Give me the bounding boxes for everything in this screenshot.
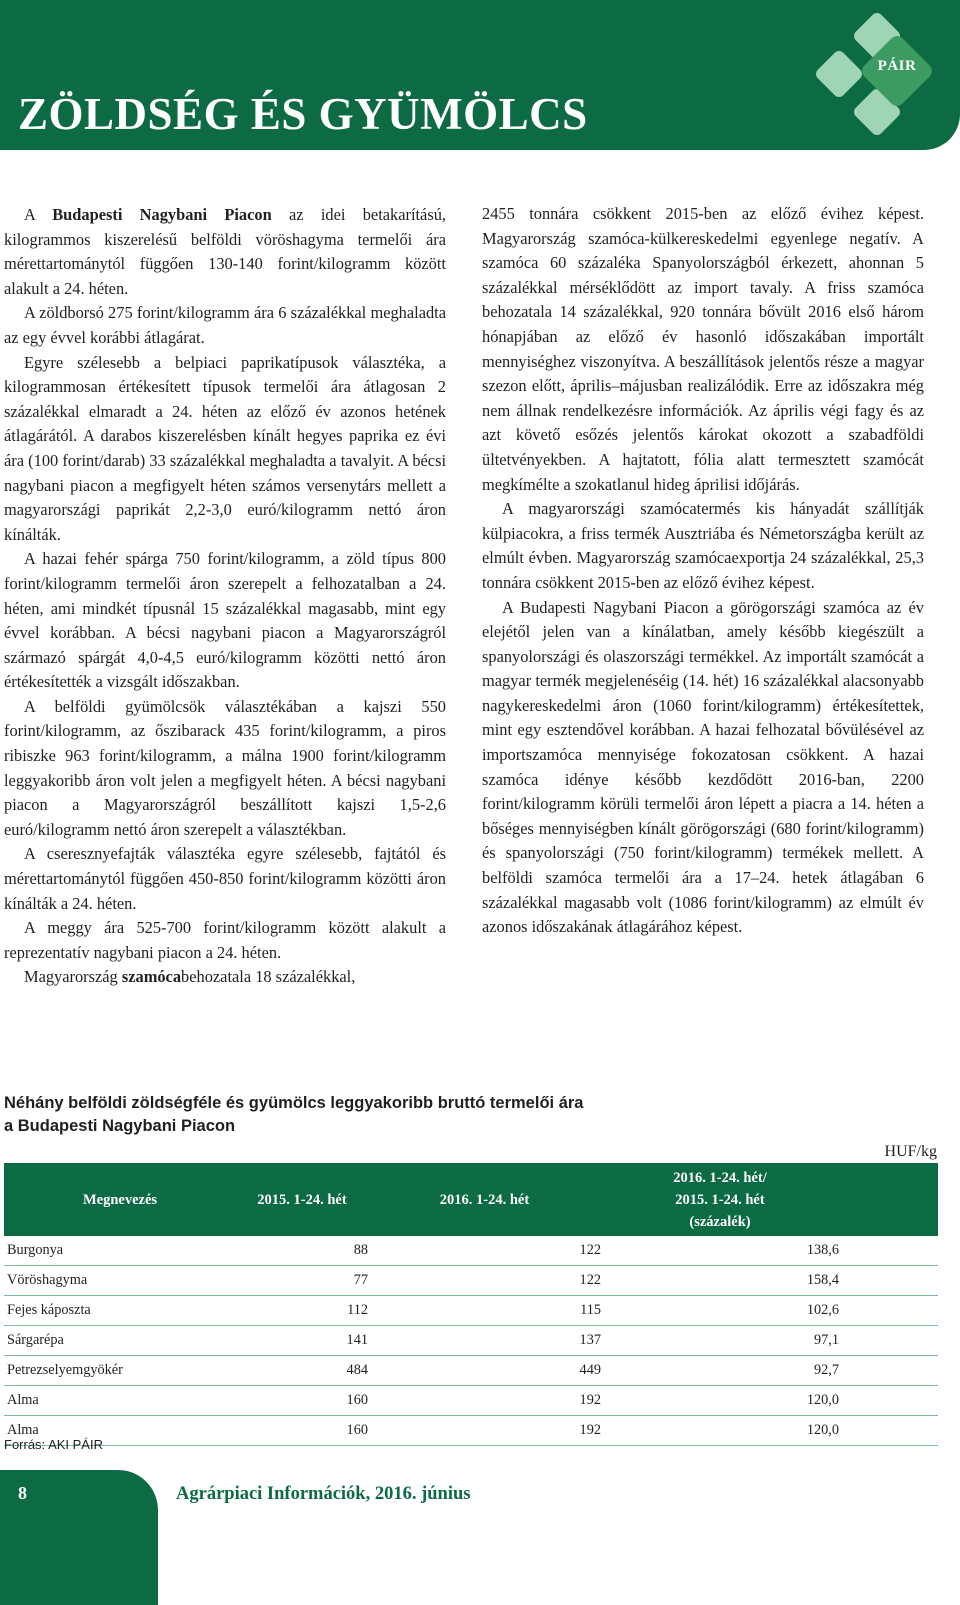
bold-term: szamóca <box>121 967 182 987</box>
col-header-spacer <box>839 1163 938 1236</box>
table-unit: HUF/kg <box>884 1143 937 1160</box>
cell-2015: 77 <box>236 1266 368 1296</box>
paragraph <box>4 203 446 301</box>
caption-line: Néhány belföldi zöldségféle és gyümölcs leggyakoribb bruttó termelői ára <box>4 1094 584 1112</box>
col-header-name: Megnevezés <box>4 1163 236 1236</box>
cell-name: Alma <box>4 1416 236 1446</box>
col-header-2015: 2015. 1-24. hét <box>236 1163 368 1236</box>
table-row <box>4 1416 938 1446</box>
left-column <box>4 203 446 990</box>
right-column <box>482 202 924 940</box>
table-row <box>4 1386 938 1416</box>
cell-2015: 141 <box>236 1326 368 1356</box>
table-source: Forrás: AKI PÁIR <box>4 1437 103 1452</box>
paragraph: A cseresznyefajták választéka egyre szélesebb, fajtától és mérettartománytól függően 450-850 forint/kilogramm közötti áron kínálták a 24. héten. <box>4 844 446 913</box>
cell-spacer <box>839 1416 938 1446</box>
cell-ratio: 158,4 <box>601 1266 839 1296</box>
cell-spacer <box>839 1326 938 1356</box>
cell-2015: 484 <box>236 1356 368 1386</box>
paragraph: A magyarországi szamócatermés kis hányadát szállítják külpiacokra, a friss termék Ausztriába és Németországba került az elmúlt évben. Magyarország szamócaexportja 24 százalékkal, 25,3 tonnára csökkent 2015-ben az előző évihez képest. <box>482 499 924 592</box>
table-row <box>4 1296 938 1326</box>
cell-ratio: 92,7 <box>601 1356 839 1386</box>
table-body <box>4 1236 938 1446</box>
page-number: 8 <box>18 1483 27 1503</box>
text-run: az idei betakarítású, kilogrammos kiszerelésű belföldi vöröshagyma termelői ára mérettartománytól függően 130-140 forint/kilogramm között alakult a 24. héten. <box>4 205 447 298</box>
cell-ratio: 97,1 <box>601 1326 839 1356</box>
text-run: A <box>24 205 53 224</box>
cell-ratio: 120,0 <box>601 1386 839 1416</box>
table-caption <box>4 1092 664 1138</box>
table-row <box>4 1326 938 1356</box>
logo-text: PÁIR <box>877 58 917 74</box>
cell-2016: 115 <box>368 1296 601 1326</box>
paragraph: A zöldborsó 275 forint/kilogramm ára 6 százalékkal meghaladta az egy évvel korábbi átlagárat. <box>4 303 446 347</box>
cell-ratio: 102,6 <box>601 1296 839 1326</box>
cell-2016: 192 <box>368 1386 601 1416</box>
cell-2015: 112 <box>236 1296 368 1326</box>
caption-line: a Budapesti Nagybani Piacon <box>4 1117 236 1135</box>
cell-2015: 88 <box>236 1236 368 1266</box>
header-line: (százalék) <box>689 1213 751 1230</box>
col-header-ratio <box>601 1163 839 1236</box>
col-header-2016: 2016. 1-24. hét <box>368 1163 601 1236</box>
logo-diamond-icon <box>814 49 865 100</box>
cell-name: Fejes káposzta <box>4 1296 236 1326</box>
cell-2016: 122 <box>368 1236 601 1266</box>
cell-2016: 449 <box>368 1356 601 1386</box>
pair-logo <box>815 10 945 130</box>
cell-2015: 160 <box>236 1416 368 1446</box>
table-row <box>4 1236 938 1266</box>
cell-2016: 192 <box>368 1416 601 1446</box>
paragraph: A Budapesti Nagybani Piacon a görögországi szamóca az év elejétől jelen van a kínálatban, amely később kiegészült a spanyolországi és olaszországi termékkel. Az importált szamócát a magyar termék megjelenéséig (14. hét) 16 százalékkal alacsonyabb nagykereskedelmi áron (1060 forint/kilogramm) értékesítettek, mint egy esztendővel korábban. A hazai felhozatal bővülésével az importszamóca mennyisége fokozatosan csökkent. A hazai szamóca idénye később kezdődött 2016-ban, 2200 forint/kilogramm körüli termelői áron lépett a piacra a 14. héten a bőséges mennyiségben kínált görögországi (680 forint/kilogramm) és spanyolországi (750 forint/kilogramm) termékek mellett. A belföldi szamóca termelői ára a 17–24. hetek átlagában 6 százalékkal magasabb volt (1086 forint/kilogramm) az elmúlt év azonos időszakának átlagárához képest. <box>482 597 924 937</box>
cell-name: Burgonya <box>4 1236 236 1266</box>
cell-2016: 137 <box>368 1326 601 1356</box>
table-row <box>4 1266 938 1296</box>
publication-title: Agrárpiaci Információk, 2016. június <box>176 1484 471 1504</box>
cell-name: Vöröshagyma <box>4 1266 236 1296</box>
cell-2016: 122 <box>368 1266 601 1296</box>
text-run: behozatala 18 százalékkal, <box>181 967 356 987</box>
cell-name: Petrezselyemgyökér <box>4 1356 236 1386</box>
cell-spacer <box>839 1266 938 1296</box>
paragraph: A meggy ára 525-700 forint/kilogramm között alakult a reprezentatív nagybani piacon a 24. héten. <box>4 918 446 962</box>
paragraph: A belföldi gyümölcsök választékában a kajszi 550 forint/kilogramm, az őszibarack 435 forint/kilogramm, a piros ribiszke 963 forint/kilogramm, a málna 1900 forint/kilogramm leggyakoribb áron volt jelen a megfigyelt héten. A bécsi nagybani piacon a Magyarországról beszállított kajszi 1,5-2,6 euró/kilogramm nettó áron szerepelt a választékban. <box>4 696 446 839</box>
text-run: Magyarország <box>24 967 122 987</box>
cell-spacer <box>839 1236 938 1266</box>
cell-2015: 160 <box>236 1386 368 1416</box>
page-title: ZÖLDSÉG ÉS GYÜMÖLCS <box>18 89 588 139</box>
table-row <box>4 1356 938 1386</box>
header-line: 2016. 1-24. hét/ <box>673 1169 767 1186</box>
cell-spacer <box>839 1296 938 1326</box>
paragraph <box>4 965 446 990</box>
header-line: 2015. 1-24. hét <box>675 1191 765 1208</box>
paragraph: Egyre szélesebb a belpiaci paprikatípusok választéka, a kilogrammosan értékesített típusok termelői ára átlagosan 2 százalékkal elmaradt a 24. héten az előző év azonos hetének átlagárától. A darabos kiszerelésben kínált hegyes paprika ez évi ára (100 forint/darab) 33 százalékkal meghaladta a tavalyit. A bécsi nagybani piacon a megfigyelt héten számos versenytárs mellett a magyarországi paprikát 2,2-3,0 euró/kilogramm nettó áron kínálták. <box>4 352 446 544</box>
cell-name: Sárgarépa <box>4 1326 236 1356</box>
table-header-row <box>4 1163 938 1236</box>
cell-spacer <box>839 1386 938 1416</box>
cell-spacer <box>839 1356 938 1386</box>
paragraph: 2455 tonnára csökkent 2015-ben az előző évihez képest. Magyarország szamóca-külkereskedelmi egyenlege negatív. A szamóca 60 százaléka Spanyolországból érkezett, ahonnan 5 százalékkal mérséklődött az import tavaly. A friss szamóca behozatala 14 százalékkal, 920 tonnára bővült 2016 első három hónapjában az előző év hasonló időszakában importált mennyiséghez viszonyítva. A beszállítások jelentős része a magyar szezon előtt, április–májusban realizálódik. Erre az időszakra még nem állnak rendelkezésre információk. Az április végi fagy és az azt követő esőzés jelentős károkat okozott a szabadföldi ültetvényekben. A hajtatott, fólia alatt termesztett szamócát megkímélte a szokatlanul hideg áprilisi időjárás. <box>482 204 924 494</box>
paragraph: A hazai fehér spárga 750 forint/kilogramm, a zöld típus 800 forint/kilogramm termelői áron szerepelt a felhozatalban a 24. héten, ami mindkét típusnál 15 százalékkal magasabb, mint egy évvel korábban. A bécsi nagybani piacon a Magyarországról származó spárgát 4,0-4,5 euró/kilogramm közötti nettó áron értékesítették a vizsgált időszakban. <box>4 549 446 692</box>
cell-ratio: 120,0 <box>601 1416 839 1446</box>
cell-ratio: 138,6 <box>601 1236 839 1266</box>
price-table <box>4 1163 938 1446</box>
cell-name: Alma <box>4 1386 236 1416</box>
bold-term: Budapesti Nagybani Piacon <box>52 205 272 224</box>
